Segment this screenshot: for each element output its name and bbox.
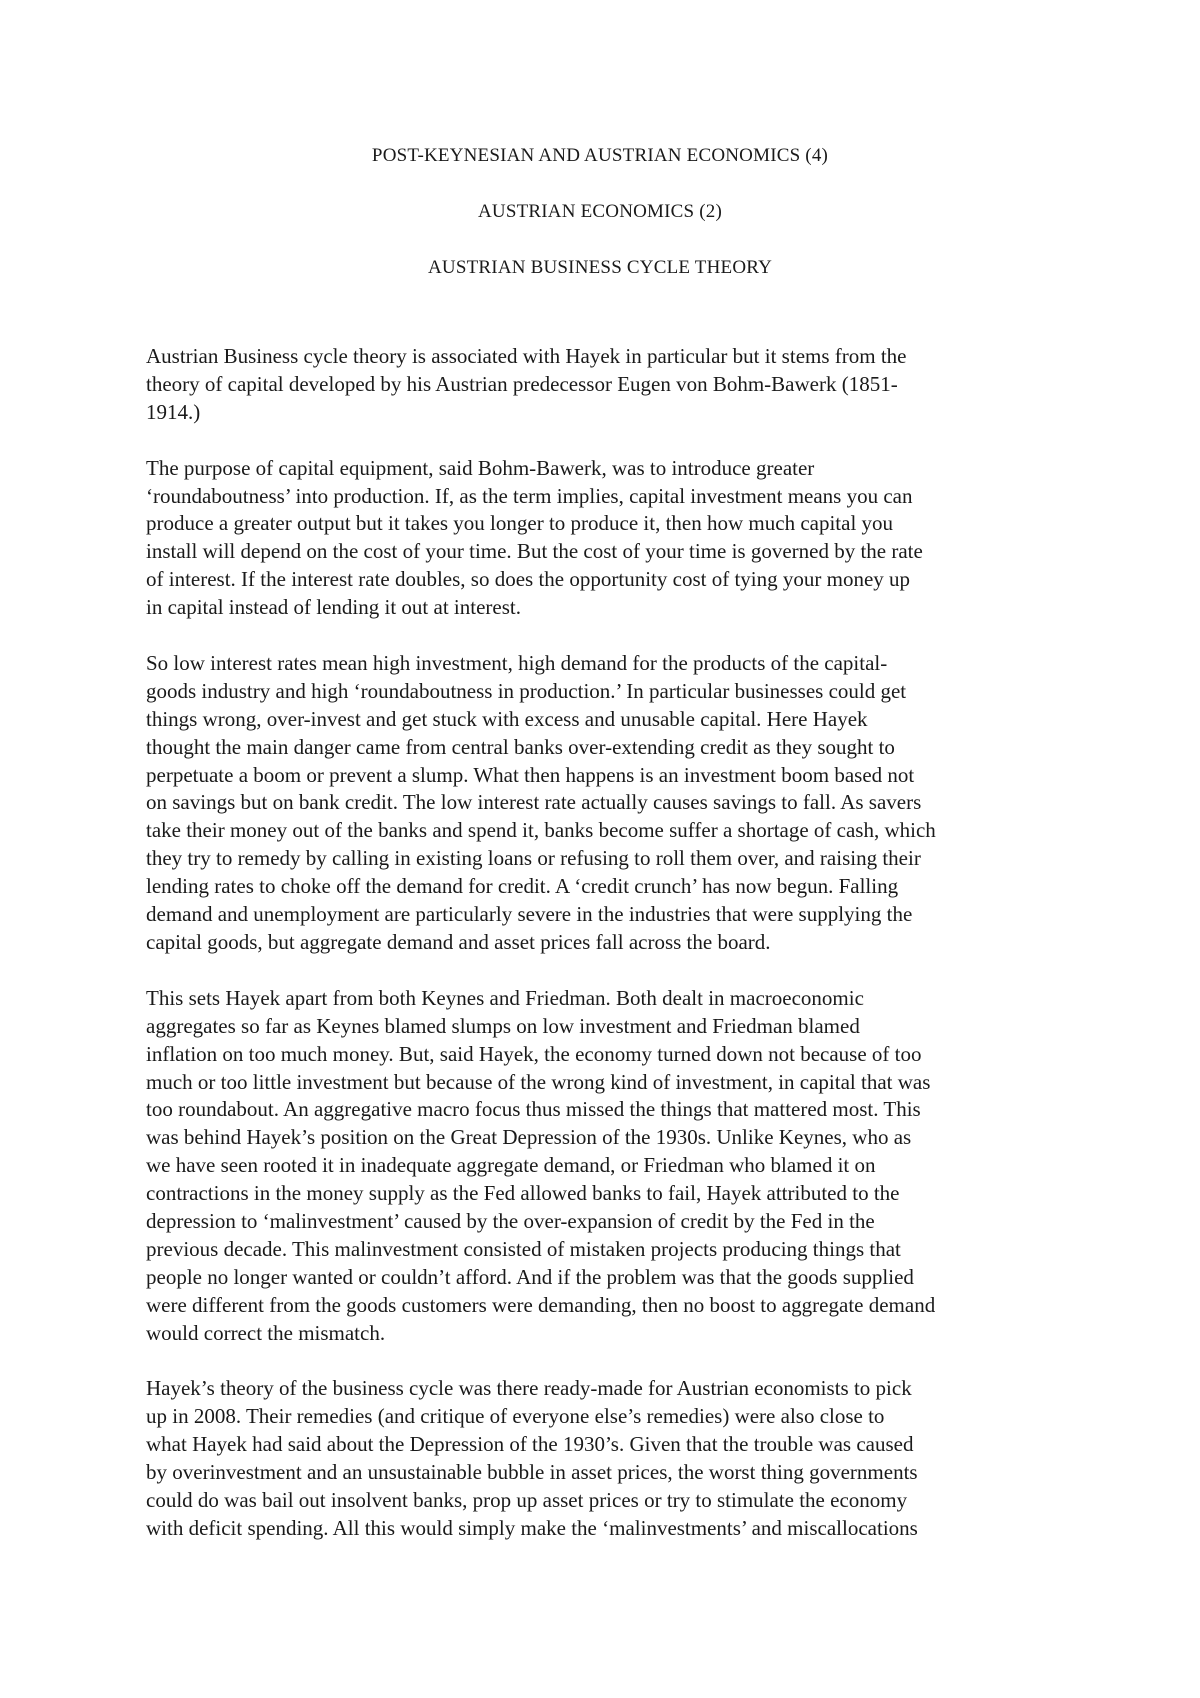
paragraph-2008 <box>146 1375 1066 1542</box>
text-line: up in 2008. Their remedies (and critique of everyone else’s remedies) were also close to <box>146 1404 885 1429</box>
text-line: in capital instead of lending it out at interest. <box>146 595 521 620</box>
text-line: goods industry and high ‘roundaboutness in production.’ In particular businesses could get <box>146 678 907 703</box>
text-line: people no longer wanted or couldn’t afford. And if the problem was that the goods supplied <box>146 1264 914 1289</box>
text-line: theory of capital developed by his Austrian predecessor Eugen von Bohm-Bawerk (1851- <box>146 371 898 396</box>
text-line: by overinvestment and an unsustainable bubble in asset prices, the worst thing governments <box>146 1460 918 1485</box>
text-line: previous decade. This malinvestment consisted of mistaken projects producing things that <box>146 1236 901 1261</box>
title-block <box>0 145 1200 313</box>
text-line: we have seen rooted it in inadequate aggregate demand, or Friedman who blamed it on <box>146 1153 876 1178</box>
document-title: POST-KEYNESIAN AND AUSTRIAN ECONOMICS (4) <box>371 145 829 166</box>
text-line: was behind Hayek’s position on the Great Depression of the 1930s. Unlike Keynes, who as <box>146 1125 912 1150</box>
text-line: lending rates to choke off the demand for credit. A ‘credit crunch’ has now begun. Falling <box>146 874 899 899</box>
text-line: 1914.) <box>146 399 201 424</box>
paragraph-low-interest-rates <box>146 650 1066 957</box>
text-line: contractions in the money supply as the Fed allowed banks to fail, Hayek attributed to the <box>146 1181 900 1206</box>
body-text <box>146 343 1066 1571</box>
text-line: capital goods, but aggregate demand and asset prices fall across the board. <box>146 930 771 954</box>
text-line: inflation on too much money. But, said Hayek, the economy turned down not because of too <box>146 1041 922 1066</box>
text-line: with deficit spending. All this would simply make the ‘malinvestments’ and miscallocations <box>146 1516 918 1540</box>
paragraph-capital-purpose <box>146 455 1066 622</box>
text-line: produce a greater output but it takes you longer to produce it, then how much capital you <box>146 511 894 536</box>
text-line: of interest. If the interest rate doubles, so does the opportunity cost of tying your money up <box>146 567 911 592</box>
text-line: take their money out of the banks and spend it, banks become suffer a shortage of cash, which <box>146 818 936 843</box>
text-line: perpetuate a boom or prevent a slump. What then happens is an investment boom based not <box>146 762 915 787</box>
text-line: The purpose of capital equipment, said Bohm-Bawerk, was to introduce greater <box>146 455 815 480</box>
text-line: depression to ‘malinvestment’ caused by the over-expansion of credit by the Fed in the <box>146 1209 875 1234</box>
text-line: too roundabout. An aggregative macro focus thus missed the things that mattered most. This <box>146 1097 921 1122</box>
document-subtitle: AUSTRIAN ECONOMICS (2) <box>477 201 722 222</box>
text-line: Austrian Business cycle theory is associated with Hayek in particular but it stems from the <box>146 344 907 368</box>
section-heading: AUSTRIAN BUSINESS CYCLE THEORY <box>428 257 772 278</box>
text-line: much or too little investment but because of the wrong kind of investment, in capital that was <box>146 1069 931 1094</box>
text-line: what Hayek had said about the Depression of the 1930’s. Given that the trouble was caused <box>146 1432 914 1457</box>
paragraph-keynes-friedman <box>146 985 1066 1348</box>
text-line: they try to remedy by calling in existing loans or refusing to roll them over, and raising their <box>146 846 921 871</box>
text-line: ‘roundaboutness’ into production. If, as the term implies, capital investment means you can <box>146 483 913 508</box>
text-line: demand and unemployment are particularly severe in the industries that were supplying the <box>146 902 913 927</box>
text-line: things wrong, over-invest and get stuck with excess and unusable capital. Here Hayek <box>146 706 868 731</box>
text-line: thought the main danger came from central banks over-extending credit as they sought to <box>146 734 895 759</box>
text-line: were different from the goods customers were demanding, then no boost to aggregate demand <box>146 1292 936 1317</box>
text-line: aggregates so far as Keynes blamed slumps on low investment and Friedman blamed <box>146 1013 860 1038</box>
text-line: So low interest rates mean high investment, high demand for the products of the capital- <box>146 650 888 675</box>
text-line: install will depend on the cost of your time. But the cost of your time is governed by the rate <box>146 539 923 564</box>
text-line: This sets Hayek apart from both Keynes and Friedman. Both dealt in macroeconomic <box>146 985 864 1010</box>
text-line: on savings but on bank credit. The low interest rate actually causes savings to fall. As savers <box>146 790 922 815</box>
text-line: Hayek’s theory of the business cycle was there ready-made for Austrian economists to pick <box>146 1376 912 1401</box>
text-line: would correct the mismatch. <box>146 1320 386 1345</box>
paragraph-intro <box>146 343 1066 427</box>
text-line: could do was bail out insolvent banks, prop up asset prices or try to stimulate the economy <box>146 1488 908 1513</box>
